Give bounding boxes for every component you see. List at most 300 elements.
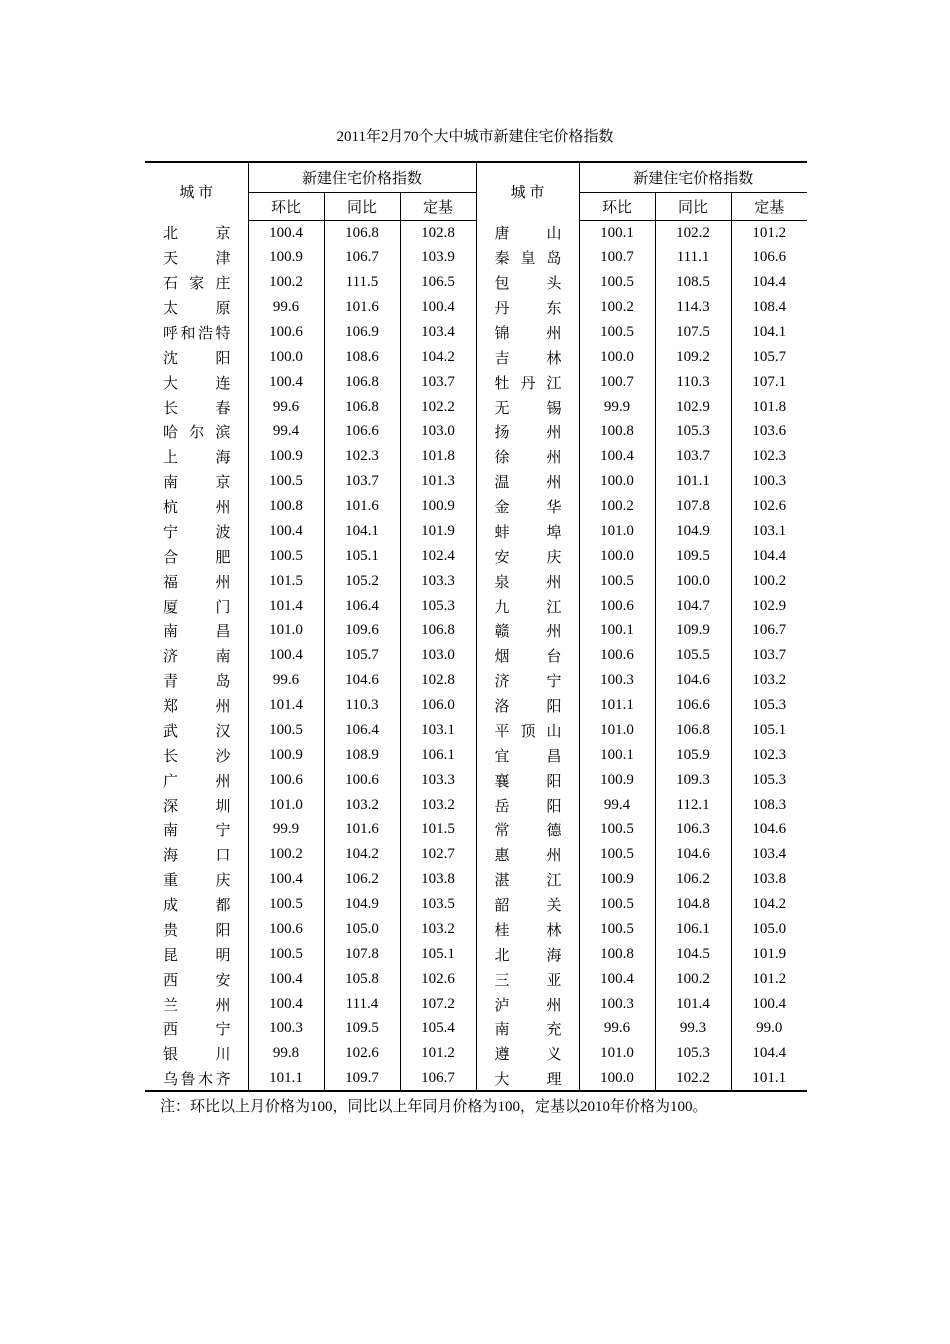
- yoy-value-cell: 107.8: [324, 942, 400, 967]
- mom-value-cell: 100.5: [579, 917, 655, 942]
- table-row: [145, 693, 807, 718]
- base-value-cell: 106.6: [752, 249, 787, 266]
- mom-value-cell: 100.1: [579, 619, 655, 644]
- mom-value-cell: 100.5: [579, 569, 655, 594]
- mom-value-cell: 101.0: [248, 619, 324, 644]
- base-value-cell: 104.6: [752, 821, 787, 838]
- table-row: [145, 793, 807, 818]
- base-value-cell: 106.0: [400, 693, 476, 718]
- base-value-cell: 99.0: [756, 1020, 783, 1037]
- mom-value-cell: 100.3: [248, 1017, 324, 1042]
- yoy-value-cell: 106.2: [655, 867, 731, 892]
- base-value-cell: 104.4: [752, 274, 787, 291]
- mom-value-cell: 101.1: [579, 693, 655, 718]
- base-value-cell: 103.7: [752, 647, 787, 664]
- city-column-header: 城 市: [145, 162, 248, 221]
- mom-value-cell: 99.9: [248, 818, 324, 843]
- base-value-cell: 104.2: [752, 896, 787, 913]
- yoy-value-cell: 109.6: [324, 619, 400, 644]
- mom-value-cell: 100.6: [248, 768, 324, 793]
- city-name-cell: 西安: [145, 967, 248, 992]
- base-value-cell: 101.2: [752, 224, 787, 241]
- mom-value-cell: 100.7: [579, 370, 655, 395]
- index-group-header: 新建住宅价格指数: [248, 162, 476, 193]
- mom-value-cell: 99.6: [248, 668, 324, 693]
- mom-value-cell: 100.5: [579, 892, 655, 917]
- yoy-value-cell: 109.2: [655, 345, 731, 370]
- table-row: [145, 768, 807, 793]
- base-column-header: 定基: [400, 193, 476, 221]
- mom-value-cell: 100.6: [579, 594, 655, 619]
- mom-value-cell: 100.1: [579, 743, 655, 768]
- city-name-cell: 无锡: [476, 395, 579, 420]
- mom-value-cell: 100.4: [579, 967, 655, 992]
- base-value-cell: 104.4: [752, 1045, 787, 1062]
- yoy-value-cell: 101.6: [324, 818, 400, 843]
- base-value-cell: 103.3: [400, 569, 476, 594]
- base-value-cell: 102.6: [752, 498, 787, 515]
- yoy-value-cell: 104.7: [655, 594, 731, 619]
- yoy-value-cell: 101.6: [324, 494, 400, 519]
- base-value-cell: 103.4: [400, 320, 476, 345]
- base-value-cell: 103.6: [752, 423, 787, 440]
- yoy-value-cell: 106.6: [324, 420, 400, 445]
- base-value-cell: 107.2: [400, 992, 476, 1017]
- city-name-cell: 大理: [476, 1066, 579, 1091]
- mom-value-cell: 100.4: [248, 519, 324, 544]
- table-row: [145, 320, 807, 345]
- base-value-cell: 101.8: [752, 398, 787, 415]
- base-value-cell: 102.2: [400, 395, 476, 420]
- base-value-cell: 107.1: [752, 373, 787, 390]
- base-value-cell: 105.1: [400, 942, 476, 967]
- mom-value-cell: 100.4: [579, 444, 655, 469]
- base-value-cell: 103.2: [752, 672, 787, 689]
- city-name-cell: 南昌: [145, 619, 248, 644]
- mom-value-cell: 100.5: [579, 320, 655, 345]
- yoy-value-cell: 106.8: [655, 718, 731, 743]
- mom-column-header: 环比: [248, 193, 324, 221]
- base-value-cell: 103.8: [752, 871, 787, 888]
- table-row: [145, 345, 807, 370]
- city-name-cell: 南充: [476, 1017, 579, 1042]
- city-name-cell: 徐州: [476, 444, 579, 469]
- mom-value-cell: 99.4: [579, 793, 655, 818]
- mom-value-cell: 100.6: [579, 643, 655, 668]
- base-value-cell: 102.3: [752, 746, 787, 763]
- city-name-cell: 泉州: [476, 569, 579, 594]
- yoy-value-cell: 105.2: [324, 569, 400, 594]
- city-name-cell: 丹东: [476, 295, 579, 320]
- yoy-value-cell: 107.5: [655, 320, 731, 345]
- yoy-value-cell: 106.8: [324, 370, 400, 395]
- yoy-value-cell: 100.2: [655, 967, 731, 992]
- mom-value-cell: 100.2: [248, 270, 324, 295]
- city-name-cell: 常德: [476, 818, 579, 843]
- city-name-cell: 湛江: [476, 867, 579, 892]
- base-value-cell: 101.9: [752, 945, 787, 962]
- city-name-cell: 石家庄: [145, 270, 248, 295]
- city-name-cell: 北海: [476, 942, 579, 967]
- base-value-cell: 100.4: [400, 295, 476, 320]
- yoy-value-cell: 114.3: [655, 295, 731, 320]
- mom-column-header: 环比: [579, 193, 655, 221]
- mom-value-cell: 100.0: [579, 544, 655, 569]
- base-value-cell: 102.4: [400, 544, 476, 569]
- base-value-cell: 105.4: [400, 1017, 476, 1042]
- yoy-value-cell: 104.1: [324, 519, 400, 544]
- yoy-value-cell: 106.3: [655, 818, 731, 843]
- yoy-value-cell: 109.5: [324, 1017, 400, 1042]
- base-value-cell: 101.2: [752, 970, 787, 987]
- yoy-value-cell: 102.2: [655, 1066, 731, 1091]
- table-row: [145, 370, 807, 395]
- mom-value-cell: 100.4: [248, 992, 324, 1017]
- base-value-cell: 105.3: [400, 594, 476, 619]
- yoy-value-cell: 99.3: [655, 1017, 731, 1042]
- table-row: [145, 1041, 807, 1066]
- base-value-cell: 102.8: [400, 221, 476, 246]
- base-value-cell: 106.8: [400, 619, 476, 644]
- yoy-value-cell: 109.5: [655, 544, 731, 569]
- base-value-cell: 101.9: [400, 519, 476, 544]
- city-name-cell: 银川: [145, 1041, 248, 1066]
- mom-value-cell: 100.8: [579, 942, 655, 967]
- yoy-value-cell: 105.0: [324, 917, 400, 942]
- base-value-cell: 103.1: [752, 522, 787, 539]
- yoy-value-cell: 105.7: [324, 643, 400, 668]
- base-value-cell: 103.3: [400, 768, 476, 793]
- city-name-cell: 合肥: [145, 544, 248, 569]
- yoy-value-cell: 103.2: [324, 793, 400, 818]
- city-name-cell: 郑州: [145, 693, 248, 718]
- yoy-value-cell: 104.9: [655, 519, 731, 544]
- yoy-value-cell: 106.4: [324, 594, 400, 619]
- base-value-cell: 101.2: [400, 1041, 476, 1066]
- yoy-value-cell: 101.1: [655, 469, 731, 494]
- table-row: [145, 718, 807, 743]
- city-name-cell: 昆明: [145, 942, 248, 967]
- base-value-cell: 108.4: [752, 299, 787, 316]
- table-row: [145, 818, 807, 843]
- city-name-cell: 呼和浩特: [145, 320, 248, 345]
- city-name-cell: 烟台: [476, 643, 579, 668]
- city-name-cell: 安庆: [476, 544, 579, 569]
- mom-value-cell: 99.6: [248, 395, 324, 420]
- mom-value-cell: 99.6: [248, 295, 324, 320]
- city-name-cell: 宁波: [145, 519, 248, 544]
- city-name-cell: 青岛: [145, 668, 248, 693]
- yoy-value-cell: 104.5: [655, 942, 731, 967]
- yoy-value-cell: 110.3: [655, 370, 731, 395]
- yoy-value-cell: 107.8: [655, 494, 731, 519]
- base-column-header: 定基: [731, 193, 807, 221]
- base-value-cell: 103.1: [400, 718, 476, 743]
- mom-value-cell: 101.4: [248, 693, 324, 718]
- base-value-cell: 108.3: [752, 796, 787, 813]
- base-value-cell: 103.0: [400, 420, 476, 445]
- base-value-cell: 105.0: [752, 920, 787, 937]
- city-name-cell: 重庆: [145, 867, 248, 892]
- base-value-cell: 105.3: [752, 697, 787, 714]
- base-value-cell: 102.7: [400, 842, 476, 867]
- yoy-value-cell: 108.5: [655, 270, 731, 295]
- mom-value-cell: 100.9: [579, 768, 655, 793]
- base-value-cell: 103.5: [400, 892, 476, 917]
- table-row: [145, 643, 807, 668]
- mom-value-cell: 100.4: [248, 967, 324, 992]
- base-value-cell: 102.9: [752, 597, 787, 614]
- yoy-value-cell: 105.8: [324, 967, 400, 992]
- yoy-value-cell: 105.9: [655, 743, 731, 768]
- base-value-cell: 104.1: [752, 323, 787, 340]
- city-name-cell: 哈尔滨: [145, 420, 248, 445]
- mom-value-cell: 101.0: [579, 1041, 655, 1066]
- yoy-value-cell: 109.7: [324, 1066, 400, 1091]
- yoy-value-cell: 109.3: [655, 768, 731, 793]
- table-row: [145, 842, 807, 867]
- base-value-cell: 100.4: [752, 995, 787, 1012]
- table-row: [145, 395, 807, 420]
- yoy-value-cell: 102.3: [324, 444, 400, 469]
- city-name-cell: 济南: [145, 643, 248, 668]
- mom-value-cell: 100.4: [248, 370, 324, 395]
- base-value-cell: 101.1: [731, 1066, 807, 1091]
- yoy-value-cell: 105.3: [655, 1041, 731, 1066]
- mom-value-cell: 100.9: [248, 444, 324, 469]
- city-name-cell: 金华: [476, 494, 579, 519]
- yoy-value-cell: 102.6: [324, 1041, 400, 1066]
- yoy-value-cell: 109.9: [655, 619, 731, 644]
- table-row: [145, 221, 807, 246]
- yoy-value-cell: 106.9: [324, 320, 400, 345]
- table-body: [145, 221, 807, 1092]
- yoy-value-cell: 106.1: [655, 917, 731, 942]
- yoy-value-cell: 100.0: [655, 569, 731, 594]
- document-title: 2011年2月70个大中城市新建住宅价格指数: [336, 129, 614, 145]
- table-row: [145, 892, 807, 917]
- mom-value-cell: 100.9: [248, 743, 324, 768]
- base-value-cell: 105.1: [752, 721, 787, 738]
- city-name-cell: 蚌埠: [476, 519, 579, 544]
- mom-value-cell: 100.7: [579, 245, 655, 270]
- footnote: 注：环比以上月价格为100，同比以上年同月价格为100，定基以2010年价格为100。: [160, 1099, 708, 1115]
- yoy-value-cell: 104.6: [655, 842, 731, 867]
- table-row: [145, 569, 807, 594]
- city-name-cell: 武汉: [145, 718, 248, 743]
- base-value-cell: 100.9: [400, 494, 476, 519]
- yoy-value-cell: 106.2: [324, 867, 400, 892]
- yoy-value-cell: 102.2: [655, 221, 731, 246]
- base-value-cell: 100.2: [752, 572, 787, 589]
- yoy-value-cell: 104.9: [324, 892, 400, 917]
- mom-value-cell: 100.5: [579, 270, 655, 295]
- city-name-cell: 长沙: [145, 743, 248, 768]
- yoy-value-cell: 108.6: [324, 345, 400, 370]
- base-value-cell: 103.7: [400, 370, 476, 395]
- city-name-cell: 成都: [145, 892, 248, 917]
- city-name-cell: 牡丹江: [476, 370, 579, 395]
- city-name-cell: 遵义: [476, 1041, 579, 1066]
- city-name-cell: 贵阳: [145, 917, 248, 942]
- table-row: [145, 469, 807, 494]
- base-value-cell: 106.7: [752, 622, 787, 639]
- city-name-cell: 杭州: [145, 494, 248, 519]
- table-row: [145, 494, 807, 519]
- yoy-value-cell: 105.3: [655, 420, 731, 445]
- yoy-value-cell: 104.6: [655, 668, 731, 693]
- city-column-header: 城 市: [476, 162, 579, 221]
- mom-value-cell: 101.0: [579, 519, 655, 544]
- base-value-cell: 105.7: [752, 348, 787, 365]
- table-row: [145, 1017, 807, 1042]
- mom-value-cell: 100.3: [579, 668, 655, 693]
- city-name-cell: 秦皇岛: [476, 245, 579, 270]
- yoy-value-cell: 101.6: [324, 295, 400, 320]
- base-value-cell: 103.9: [400, 245, 476, 270]
- mom-value-cell: 101.1: [248, 1066, 324, 1091]
- city-name-cell: 锦州: [476, 320, 579, 345]
- base-value-cell: 106.5: [400, 270, 476, 295]
- mom-value-cell: 100.6: [248, 320, 324, 345]
- table-row: [145, 270, 807, 295]
- city-name-cell: 惠州: [476, 842, 579, 867]
- city-name-cell: 大连: [145, 370, 248, 395]
- mom-value-cell: 100.5: [579, 818, 655, 843]
- table-row: [145, 967, 807, 992]
- city-name-cell: 长春: [145, 395, 248, 420]
- city-name-cell: 吉林: [476, 345, 579, 370]
- yoy-value-cell: 104.6: [324, 668, 400, 693]
- table-row: [145, 668, 807, 693]
- yoy-value-cell: 105.1: [324, 544, 400, 569]
- table-row: [145, 245, 807, 270]
- yoy-column-header: 同比: [655, 193, 731, 221]
- yoy-value-cell: 110.3: [324, 693, 400, 718]
- city-name-cell: 沈阳: [145, 345, 248, 370]
- base-value-cell: 103.0: [400, 643, 476, 668]
- mom-value-cell: 99.4: [248, 420, 324, 445]
- mom-value-cell: 100.4: [248, 867, 324, 892]
- city-name-cell: 乌鲁木齐: [145, 1066, 248, 1091]
- mom-value-cell: 100.2: [579, 295, 655, 320]
- base-value-cell: 106.7: [400, 1066, 476, 1091]
- base-value-cell: 103.8: [400, 867, 476, 892]
- table-row: [145, 743, 807, 768]
- mom-value-cell: 99.9: [579, 395, 655, 420]
- mom-value-cell: 100.0: [579, 469, 655, 494]
- base-value-cell: 100.3: [752, 473, 787, 490]
- mom-value-cell: 100.0: [579, 345, 655, 370]
- mom-value-cell: 100.0: [579, 1066, 655, 1091]
- mom-value-cell: 100.5: [248, 718, 324, 743]
- mom-value-cell: 100.5: [248, 942, 324, 967]
- yoy-value-cell: 108.9: [324, 743, 400, 768]
- city-name-cell: 桂林: [476, 917, 579, 942]
- city-name-cell: 温州: [476, 469, 579, 494]
- mom-value-cell: 100.5: [579, 842, 655, 867]
- city-name-cell: 岳阳: [476, 793, 579, 818]
- city-name-cell: 包头: [476, 270, 579, 295]
- mom-value-cell: 99.6: [579, 1017, 655, 1042]
- city-name-cell: 唐山: [476, 221, 579, 246]
- city-name-cell: 平顶山: [476, 718, 579, 743]
- table-row: [145, 1066, 807, 1091]
- table-row: [145, 295, 807, 320]
- city-name-cell: 宜昌: [476, 743, 579, 768]
- table-row: [145, 594, 807, 619]
- mom-value-cell: 100.9: [579, 867, 655, 892]
- mom-value-cell: 100.0: [248, 345, 324, 370]
- mom-value-cell: 100.2: [579, 494, 655, 519]
- city-name-cell: 泸州: [476, 992, 579, 1017]
- yoy-value-cell: 104.8: [655, 892, 731, 917]
- base-value-cell: 106.1: [400, 743, 476, 768]
- table-row: [145, 917, 807, 942]
- city-name-cell: 襄阳: [476, 768, 579, 793]
- city-name-cell: 南京: [145, 469, 248, 494]
- yoy-value-cell: 106.4: [324, 718, 400, 743]
- base-value-cell: 105.3: [752, 771, 787, 788]
- city-name-cell: 赣州: [476, 619, 579, 644]
- mom-value-cell: 100.4: [248, 221, 324, 246]
- base-value-cell: 104.4: [752, 547, 787, 564]
- city-name-cell: 北京: [145, 221, 248, 246]
- base-value-cell: 101.3: [400, 469, 476, 494]
- table-row: [145, 619, 807, 644]
- mom-value-cell: 100.8: [579, 420, 655, 445]
- yoy-value-cell: 101.4: [655, 992, 731, 1017]
- city-name-cell: 深圳: [145, 793, 248, 818]
- city-name-cell: 广州: [145, 768, 248, 793]
- base-value-cell: 102.3: [752, 448, 787, 465]
- mom-value-cell: 99.8: [248, 1041, 324, 1066]
- yoy-value-cell: 112.1: [655, 793, 731, 818]
- mom-value-cell: 100.5: [248, 892, 324, 917]
- base-value-cell: 102.8: [400, 668, 476, 693]
- mom-value-cell: 101.4: [248, 594, 324, 619]
- city-name-cell: 韶关: [476, 892, 579, 917]
- yoy-value-cell: 111.4: [324, 992, 400, 1017]
- mom-value-cell: 101.0: [579, 718, 655, 743]
- base-value-cell: 102.6: [400, 967, 476, 992]
- base-value-cell: 103.2: [400, 917, 476, 942]
- city-name-cell: 上海: [145, 444, 248, 469]
- city-name-cell: 天津: [145, 245, 248, 270]
- table-row: [145, 992, 807, 1017]
- city-name-cell: 洛阳: [476, 693, 579, 718]
- yoy-value-cell: 106.6: [655, 693, 731, 718]
- table-row: [145, 519, 807, 544]
- base-value-cell: 101.5: [400, 818, 476, 843]
- yoy-value-cell: 103.7: [324, 469, 400, 494]
- yoy-value-cell: 100.6: [324, 768, 400, 793]
- mom-value-cell: 101.0: [248, 793, 324, 818]
- city-name-cell: 海口: [145, 842, 248, 867]
- city-name-cell: 扬州: [476, 420, 579, 445]
- mom-value-cell: 100.4: [248, 643, 324, 668]
- city-name-cell: 九江: [476, 594, 579, 619]
- table-row: [145, 942, 807, 967]
- mom-value-cell: 100.1: [579, 221, 655, 246]
- mom-value-cell: 101.5: [248, 569, 324, 594]
- mom-value-cell: 100.9: [248, 245, 324, 270]
- index-group-header: 新建住宅价格指数: [579, 162, 807, 193]
- base-value-cell: 101.8: [400, 444, 476, 469]
- mom-value-cell: 100.5: [248, 469, 324, 494]
- table-row: [145, 867, 807, 892]
- mom-value-cell: 100.3: [579, 992, 655, 1017]
